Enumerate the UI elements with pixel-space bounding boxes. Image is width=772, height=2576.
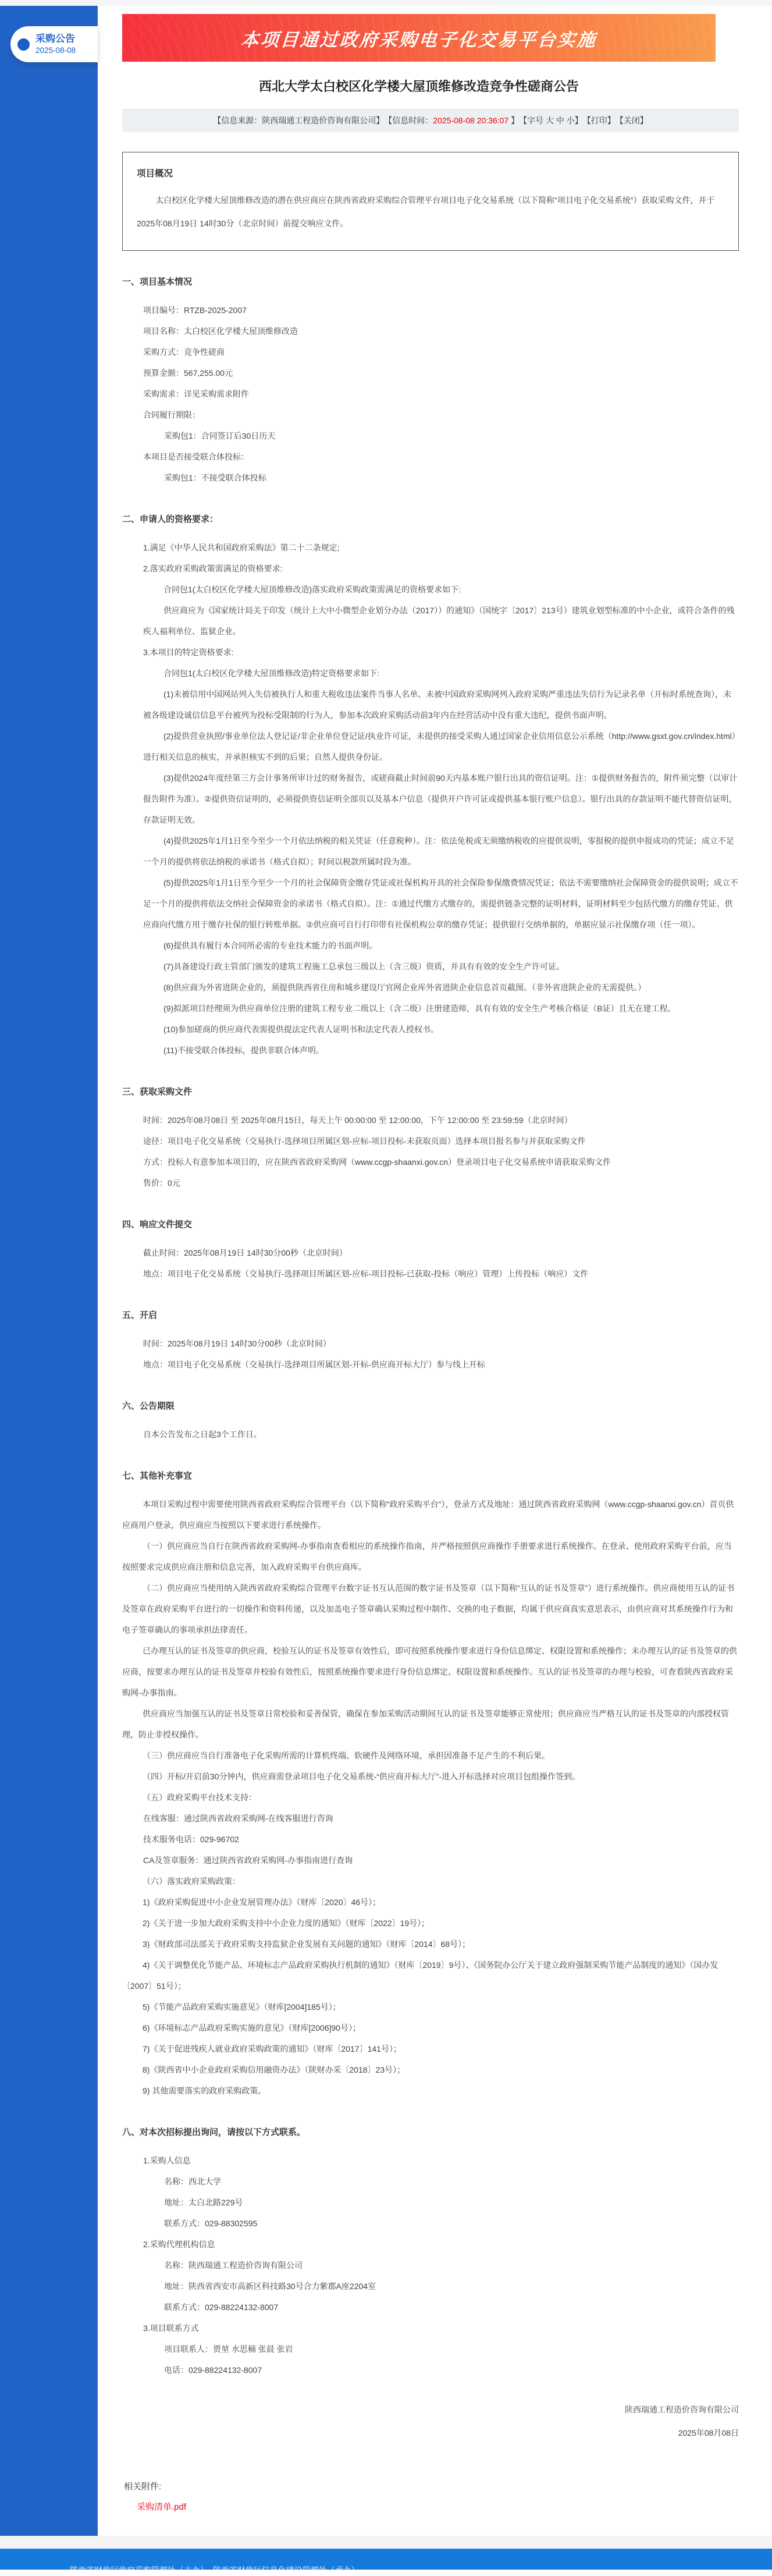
- bullet-dot-icon: [17, 38, 30, 51]
- gray-divider-band: [0, 2536, 772, 2549]
- banner-text: 本项目通过政府采购电子化交易平台实施: [240, 29, 598, 50]
- paragraph: 采购需求：详见采购需求附件: [143, 389, 249, 399]
- paragraph: 联系方式：029-88224132-8007: [164, 2303, 279, 2312]
- font-size-suffix: 】: [574, 116, 583, 125]
- paragraph: (2)提供营业执照/事业单位法人登记证/非企业单位登记证/执业许可证，未提供的接受采购人通过国家企业信用信息公示系统（http://www.gsxt.gov.cn/index.html）进行相关信息的核实，并承担核实不到的后果；自然人提供身份证。: [143, 731, 736, 762]
- paragraph: 合同包1(太白校区化学楼大屋顶维修改造)特定资格要求如下:: [163, 669, 379, 678]
- paragraph: 1.采购人信息: [143, 2156, 191, 2165]
- paragraph: (5)提供2025年1月1日至今至少一个月的社会保障资金缴存凭证或社保机构开具的社会保险参保缴费情况凭证；依法不需要缴纳社会保障资金的提供说明；成立不足一个月的提供将依法交纳社会保障资金的承诺书（格式自拟）。注：①通过代缴方式缴存的，需提供链条完整的证明材料，证明材料至少包括代缴方的缴存凭证、供应商向代缴方用于缴存社保的银行转账单据。②供应商可自行打印带有社保机构公章的缴存凭证；提供银行交纳单据的，单据应显示社保缴存项（任一项）。: [143, 878, 738, 929]
- paragraph: 地址：太白北路229号: [164, 2198, 243, 2207]
- info-time-suffix: 】: [508, 116, 520, 125]
- paragraph: 6)《环境标志产品政府采购实施的意见》（财库[2006]90号）；: [143, 2023, 361, 2033]
- info-source: 【信息来源：陕西瑞通工程造价咨询有限公司】: [213, 116, 385, 125]
- paragraph: 售价：0元: [143, 1178, 180, 1188]
- paragraph: 时间：2025年08月08日 至 2025年08月15日，每天上午 00:00:00 至 12:00:00，下午 12:00:00 至 23:59:59（北京时间）: [143, 1115, 572, 1125]
- paragraph: 地址：陕西省西安市高新区科技路30号合力紫郡A座2204室: [164, 2282, 376, 2291]
- signature-date: 2025年08月08日: [678, 2428, 739, 2438]
- sidebar: [0, 6, 98, 2536]
- paragraph: CA及签章服务：通过陕西省政府采购网-办事指南进行查询: [143, 1856, 353, 1865]
- paragraph: 采购包1：不接受联合体投标: [164, 473, 266, 482]
- paragraph: 已办理互认的证书及签章的供应商，校验互认的证书及签章有效性后，即可按照系统操作要求进行身份信息绑定、权限设置和系统操作；未办理互认的证书及签章的供应商，按要求办理互认的证书及签章并校验有效性后，按照系统操作要求进行身份信息绑定、权限设置和系统操作。互认的证书及签章的办理与校验，可查看陕西省政府采购网-办事指南。: [122, 1646, 737, 1697]
- paragraph: 采购包1：合同签订后30日历天: [164, 431, 276, 440]
- paragraph: 2.采购代理机构信息: [143, 2240, 215, 2249]
- content-sections: [122, 272, 739, 2380]
- paragraph: 7)《关于促进残疾人就业政府采购政策的通知》（财库〔2017〕141号）；: [143, 2044, 401, 2053]
- paragraph: 截止时间：2025年08月19日 14时30分00秒（北京时间）: [143, 1248, 347, 1257]
- paragraph: (11)不接受联合体投标，提供非联合体声明。: [163, 1046, 324, 1055]
- project-overview-box: [122, 152, 739, 251]
- paragraph: (3)提供2024年度经第三方会计事务所审计过的财务报告，或磋商截止时间前90天内基本账户银行出具的资信证明。注：①提供财务报告的，附件须完整（以审计报告附件为准）。②提供资信证明的，必须提供资信证明全部页以及基本户信息（提供开户许可证或提供基本银行账户信息）。银行出具的存款证明不能代替资信证明，存款证明无效。: [143, 773, 738, 825]
- paragraph: 名称：西北大学: [164, 2177, 221, 2186]
- paragraph: (6)提供具有履行本合同所必需的专业技术能力的书面声明。: [163, 941, 378, 950]
- paragraph: 3.本项目的特定资格要求:: [143, 648, 234, 657]
- paragraph: 1.满足《中华人民共和国政府采购法》第二十二条规定;: [143, 543, 340, 552]
- main-content: [98, 6, 772, 2536]
- paragraph: 4)《关于调整优化节能产品、环境标志产品政府采购执行机制的通知》（财库〔2019〕9号）、《国务院办公厅关于建立政府强制采购节能产品制度的通知》（国办发〔2007〕51号）；: [122, 1960, 718, 1991]
- paragraph: （二）供应商应当使用纳入陕西省政府采购综合管理平台数字证书互认范围的数字证书及签章（以下简称“互认的证书及签章”）进行系统操作。供应商使用互认的证书及签章在政府采购平台进行的一切操作和资料传递，以及加盖电子签章确认采购过程中制作、交换的电子数据，均属于供应商真实意思表示，由供应商对其系统操作行为和电子签章确认的事项承担法律责任。: [122, 1583, 735, 1635]
- signature-company: 陕西瑞通工程造价咨询有限公司: [625, 2405, 739, 2414]
- paragraph: 名称：陕西瑞通工程造价咨询有限公司: [164, 2261, 303, 2270]
- paragraph: 供应商应当加强互认的证书及签章日常校验和妥善保管，确保在参加采购活动期间互认的证书及签章能够正常使用；供应商应当严格互认的证书及签章的内部授权管理，防止非授权操作。: [122, 1709, 729, 1739]
- paragraph: 方式：投标人有意参加本项目的，应在陕西省政府采购网（www.ccgp-shaanxi.gov.cn）登录项目电子化交易系统申请获取采购文件: [143, 1157, 611, 1167]
- paragraph: （五）政府采购平台技术支持：: [143, 1793, 257, 1802]
- section-heading: 四、响应文件提交: [122, 1220, 193, 1230]
- paragraph: 5)《节能产品政府采购实施意见》（财库[2004]185号）；: [143, 2002, 341, 2012]
- paragraph: 3)《财政部司法部关于政府采购支持监狱企业发展有关问题的通知》（财库〔2014〕68号）；: [143, 1939, 471, 1949]
- page-layout: [0, 6, 772, 2536]
- paragraph: 9) 其他需要落实的政府采购政策。: [143, 2086, 266, 2095]
- paragraph: 本项目采购过程中需要使用陕西省政府采购综合管理平台（以下简称“政府采购平台”），登录方式及地址：通过陕西省政府采购网（www.ccgp-shaanxi.gov.cn）首页供应商用户登录，供应商应当按照以下要求进行系统操作。: [122, 1500, 734, 1530]
- paragraph: 3.项目联系方式: [143, 2323, 199, 2333]
- badge-title: 采购公告: [35, 33, 75, 45]
- paragraph: (4)提供2025年1月1日至今至少一个月依法纳税的相关凭证（任意税种）。注：依法免税或无须缴纳税收的应提供说明，零报税的提供申报成功的凭证；成立不足一个月的提供将依法纳税的承诺书（格式自拟）；时间以税款所属时段为准。: [143, 836, 734, 866]
- paragraph: 供应商应为《国家统计局关于印发（统计上大中小微型企业划分办法（2017））的通知》（国统字〔2017〕213号）建筑业划型标准的中小企业，或符合条件的残疾人福利单位、监狱企业。: [143, 606, 735, 636]
- close-button[interactable]: 【关闭】: [615, 116, 648, 125]
- paragraph: 途径：项目电子化交易系统（交易执行-选择项目所属区划-应标-项目投标-未获取页面）选择本项目报名参与并获取采购文件: [143, 1136, 586, 1146]
- platform-banner: [122, 14, 716, 62]
- section-heading: 五、开启: [122, 1310, 158, 1320]
- paragraph: 技术服务电话：029-96702: [143, 1835, 239, 1844]
- attachment-pdf-link[interactable]: 采购清单.pdf: [137, 2502, 187, 2512]
- section-heading: 一、项目基本情况: [122, 277, 193, 287]
- section-heading: 六、公告期限: [122, 1401, 175, 1411]
- paragraph: 2.落实政府采购政策需满足的资格要求:: [143, 564, 283, 573]
- font-size-medium-button[interactable]: 中: [556, 116, 564, 125]
- notice-type-badge: [10, 26, 98, 62]
- paragraph: (10)参加磋商的供应商代表需提供提法定代表人证明书和法定代表人授权书。: [163, 1025, 439, 1034]
- paragraph: 预算金额：567,255.00元: [143, 368, 233, 378]
- badge-date: 2025-08-08: [35, 46, 76, 55]
- paragraph: （一）供应商应当自行在陕西省政府采购网-办事指南查看相应的系统操作指南，并严格按照供应商操作手册要求进行系统操作。在登录、使用政府采购平台前，应当按照要求完成供应商注册和信息完善，加入政府采购平台供应商库。: [122, 1541, 732, 1572]
- paragraph: 项目联系人：贾堃 水思楠 张晨 张岩: [164, 2344, 293, 2354]
- footer-text: 陕西省财政厅政府采购管理处（主办） 陕西省财政厅信息化建设管理处（承办）: [70, 2566, 360, 2575]
- badge-texts: [35, 33, 76, 56]
- meta-bar: [122, 109, 739, 132]
- overview-body: 太白校区化学楼大屋顶维修改造的潜在供应商应在陕西省政府采购综合管理平台项目电子化交易系统（以下简称“项目电子化交易系统”）获取采购文件，并于 2025年08月19日 14时30分（北京时间）前提交响应文件。: [137, 196, 715, 228]
- top-strip: [0, 0, 772, 6]
- paragraph: 地点：项目电子化交易系统（交易执行-选择项目所属区划-开标-供应商开标大厅）参与线上开标: [143, 1360, 485, 1369]
- paragraph: (1)未被信用中国网站列入失信被执行人和重大税收违法案件当事人名单、未被中国政府采购网列入政府采购严重违法失信行为记录名单（开标时系统查询），未被各级建设诚信信息平台被列为投标受限制的行为人，参加本次政府采购活动前3年内在经营活动中没有重大违纪，提供书面声明。: [143, 690, 732, 720]
- paragraph: 在线客服：通过陕西省政府采购网-在线客服进行咨询: [143, 1814, 333, 1823]
- paragraph: (7)具备建设行政主管部门颁发的建筑工程施工总承包三级以上（含三级）资质，并具有有效的安全生产许可证。: [163, 962, 565, 971]
- print-button[interactable]: 【打印】: [582, 116, 616, 125]
- attachments-label: 相关附件:: [124, 2482, 162, 2492]
- paragraph: 8)《陕西省中小企业政府采购信用融资办法》（陕财办采〔2018〕23号）；: [143, 2065, 405, 2074]
- section-heading: 二、申请人的资格要求：: [122, 514, 219, 524]
- font-size-small-button[interactable]: 小: [566, 116, 575, 125]
- paragraph: (8)供应商为外省进陕企业的，须提供陕西省住房和城乡建设厅官网企业库外省进陕企业信息首页截图。（非外省进陕企业的无需提供。）: [163, 983, 646, 992]
- paragraph: 电话：029-88224132-8007: [164, 2365, 262, 2375]
- section-heading: 七、其他补充事宜: [122, 1471, 193, 1481]
- paragraph: （四）开标/开启前30分钟内，供应商需登录项目电子化交易系统-“供应商开标大厅”-进入开标选择对应项目包组操作签到。: [143, 1772, 581, 1781]
- paragraph: 项目编号：RTZB-2025-2007: [143, 305, 247, 315]
- paragraph: 地点：项目电子化交易系统（交易执行-选择项目所属区划-应标-项目投标-已获取-投标（响应）管理）上传投标（响应）文件: [143, 1269, 589, 1278]
- paragraph: 项目名称：太白校区化学楼大屋顶维修改造: [143, 326, 298, 336]
- info-time-value: 2025-08-08 20:36:07: [433, 116, 509, 125]
- page-footer: [0, 2549, 772, 2575]
- attachments-block: [124, 2477, 739, 2513]
- signature-block: [122, 2398, 739, 2444]
- paragraph: 2)《关于进一步加大政府采购支持中小企业力度的通知》（财库〔2022〕19号）；: [143, 1918, 430, 1928]
- paragraph: （六）落实政府采购政策：: [143, 1877, 240, 1886]
- paragraph: 采购方式：竞争性磋商: [143, 347, 225, 357]
- paragraph: 1)《政府采购促进中小企业发展管理办法》（财库〔2020〕46号）；: [143, 1898, 381, 1907]
- paragraph: 联系方式：029-88302595: [164, 2219, 258, 2228]
- paragraph: 自本公告发布之日起3个工作日。: [143, 1430, 262, 1439]
- paragraph: 时间：2025年08月19日 14时30分00秒（北京时间）: [143, 1339, 331, 1348]
- paragraph: 合同包1(太白校区化学楼大屋顶维修改造)落实政府采购政策需满足的资格要求如下:: [163, 585, 461, 594]
- info-time-prefix: 【信息时间：: [384, 116, 433, 125]
- paragraph: 合同履行期限：: [143, 410, 200, 420]
- font-size-large-button[interactable]: 大: [546, 116, 554, 125]
- section-heading: 八、对本次招标提出询问，请按以下方式联系。: [122, 2127, 306, 2137]
- page-title: 西北大学太白校区化学楼大屋顶维修改造竞争性磋商公告: [258, 79, 579, 94]
- font-size-prefix: 【字号: [519, 116, 546, 125]
- paragraph: (9)拟派项目经理须为供应商单位注册的建筑工程专业二级以上（含二级）注册建造师，具有有效的安全生产考核合格证（B证）且无在建工程。: [163, 1004, 676, 1013]
- paragraph: 本项目是否接受联合体投标：: [143, 452, 249, 461]
- paragraph: （三）供应商应当自行准备电子化采购所需的计算机终端、软硬件及网络环境，承担因准备不足产生的不利后果。: [143, 1751, 550, 1760]
- section-heading: 三、获取采购文件: [122, 1087, 193, 1097]
- overview-heading: 项目概况: [137, 169, 173, 179]
